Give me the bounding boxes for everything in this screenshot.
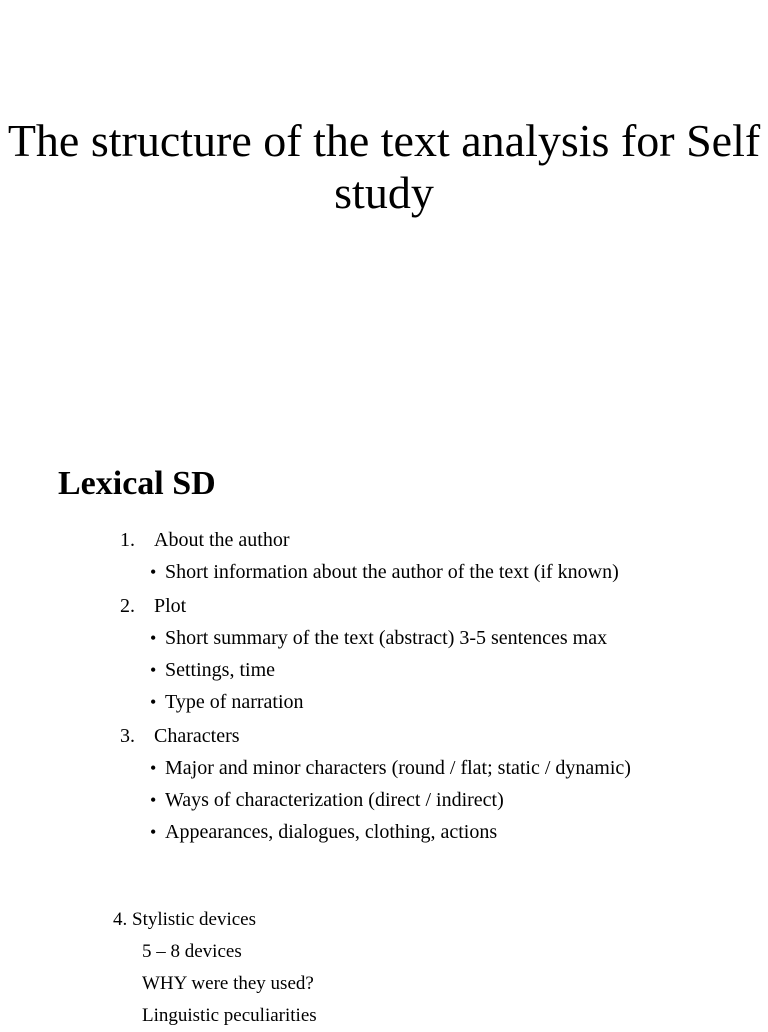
outline-item-author	[120, 524, 740, 556]
outline-label: Characters	[154, 725, 240, 747]
bullet-item	[150, 654, 740, 686]
stylistic-devices-block	[113, 904, 317, 1032]
stylistic-heading: 4. Stylistic devices	[113, 909, 257, 930]
bullet-text: Short summary of the text (abstract) 3-5 sentences max	[165, 627, 608, 649]
bullet-text: Settings, time	[165, 659, 275, 681]
bullet-item	[150, 556, 740, 588]
bullet-list	[150, 556, 740, 588]
bullet-item	[150, 622, 740, 654]
page-title: The structure of the text analysis for Self study	[7, 115, 761, 218]
bullet-text: Type of narration	[165, 691, 304, 713]
bullet-text: Ways of characterization (direct / indirect)	[165, 789, 504, 811]
bullet-dot: •	[150, 790, 157, 810]
bullet-dot: •	[150, 628, 157, 648]
bullet-item	[150, 816, 740, 848]
bullet-dot: •	[150, 562, 157, 582]
bullet-item	[150, 752, 740, 784]
bullet-dot: •	[150, 660, 157, 680]
outline-list	[120, 524, 740, 850]
outline-label: About the author	[154, 529, 290, 551]
bullet-item	[150, 686, 740, 718]
bullet-text: Major and minor characters (round / flat; static / dynamic)	[165, 757, 631, 779]
outline-number: 2.	[120, 595, 135, 617]
stylistic-line: WHY were they used?	[142, 973, 314, 994]
outline-number: 3.	[120, 725, 135, 747]
bullet-text: Appearances, dialogues, clothing, actions	[165, 821, 498, 843]
section-heading: Lexical SD	[58, 465, 216, 502]
outline-number: 1.	[120, 529, 135, 551]
stylistic-line: 5 – 8 devices	[142, 941, 242, 962]
bullet-list	[150, 752, 740, 848]
bullet-dot: •	[150, 822, 157, 842]
outline-item-plot	[120, 590, 740, 622]
bullet-text: Short information about the author of the text (if known)	[165, 561, 619, 583]
outline-label: Plot	[154, 595, 187, 617]
outline-item-characters	[120, 720, 740, 752]
bullet-dot: •	[150, 758, 157, 778]
bullet-list	[150, 622, 740, 718]
bullet-item	[150, 784, 740, 816]
bullet-dot: •	[150, 692, 157, 712]
stylistic-line: Linguistic peculiarities	[142, 1005, 317, 1026]
